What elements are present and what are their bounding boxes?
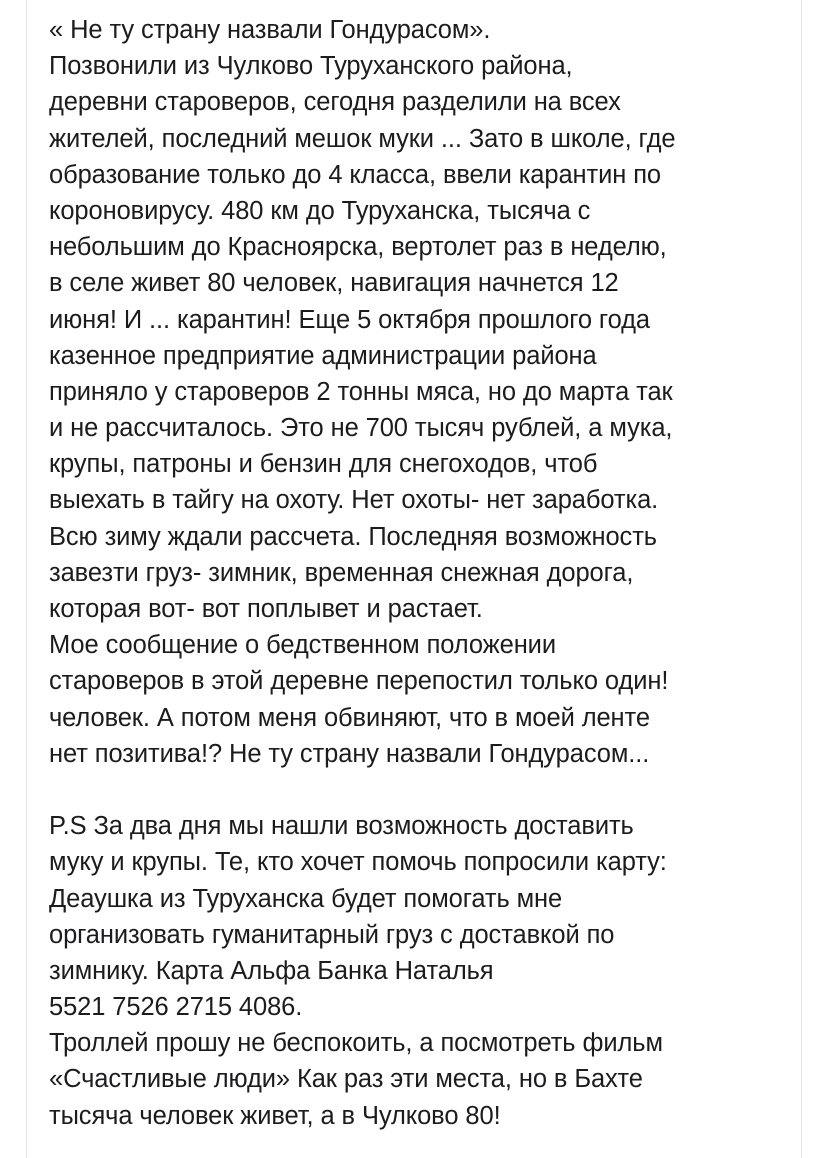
text-line: «Счастливые люди» Как раз эти места, но в Бахте <box>49 1065 643 1094</box>
text-line: нет позитива!? Не ту страну назвали Гондурасом... <box>49 739 650 768</box>
text-line: Деаушка из Туруханска будет помогать мне <box>49 884 563 913</box>
post-paragraph-ps <box>49 808 809 1134</box>
text-line: короновирусу. 480 км до Туруханска, тысяча с <box>49 196 591 225</box>
text-line: староверов в этой деревне перепостил только один! <box>49 667 669 696</box>
text-line: и не рассчиталось. Это не 700 тысяч рублей, а мука, <box>49 414 673 443</box>
text-line: Позвонили из Чулково Туруханского района, <box>49 52 573 81</box>
text-line: Мое сообщение о бедственном положении <box>49 631 556 660</box>
text-line: выехать в тайгу на охоту. Нет охоты- нет заработка. <box>49 486 659 515</box>
text-line: Троллей прошу не беспокоить, а посмотреть фильм <box>49 1029 663 1058</box>
text-line: приняло у староверов 2 тонны мяса, но до марта так <box>49 377 673 406</box>
text-line: P.S За два дня мы нашли возможность доставить <box>49 812 634 841</box>
text-line: « Не ту страну назвали Гондурасом». <box>49 16 491 44</box>
text-line: казенное предприятие администрации района <box>49 341 597 370</box>
post-card <box>26 0 802 1158</box>
text-line: тысяча человек живет, а в Чулково 80! <box>49 1101 501 1130</box>
text-line: июня! И ... карантин! Еще 5 октября прошлого года <box>49 305 650 334</box>
text-line: жителей, последний мешок муки ... Зато в школе, где <box>49 124 676 153</box>
text-line: крупы, патроны и бензин для снегоходов, чтоб <box>49 450 598 479</box>
paragraph-gap <box>49 772 809 808</box>
text-line: 5521 7526 2715 4086. <box>49 993 303 1022</box>
post-text <box>49 12 809 1134</box>
text-line: человек. А потом меня обвиняют, что в моей ленте <box>49 703 650 732</box>
text-line: организовать гуманитарный груз с доставкой по <box>49 920 615 949</box>
text-line: которая вот- вот поплывет и растает. <box>49 595 483 623</box>
text-line: образование только до 4 класса, ввели карантин по <box>49 160 662 189</box>
text-line: небольшим до Красноярска, вертолет раз в неделю, <box>49 233 667 262</box>
text-line: муку и крупы. Те, кто хочет помочь попросили карту: <box>49 848 667 877</box>
text-line: завезти груз- зимник, временная снежная дорога, <box>49 558 634 587</box>
post-paragraph-main <box>49 12 809 772</box>
text-line: в селе живет 80 человек, навигация начнется 12 <box>49 269 619 298</box>
text-line: зимнику. Карта Альфа Банка Наталья <box>49 956 494 985</box>
text-line: деревни староверов, сегодня разделили на всех <box>49 88 621 117</box>
text-line: Всю зиму ждали рассчета. Последняя возможность <box>49 522 657 551</box>
